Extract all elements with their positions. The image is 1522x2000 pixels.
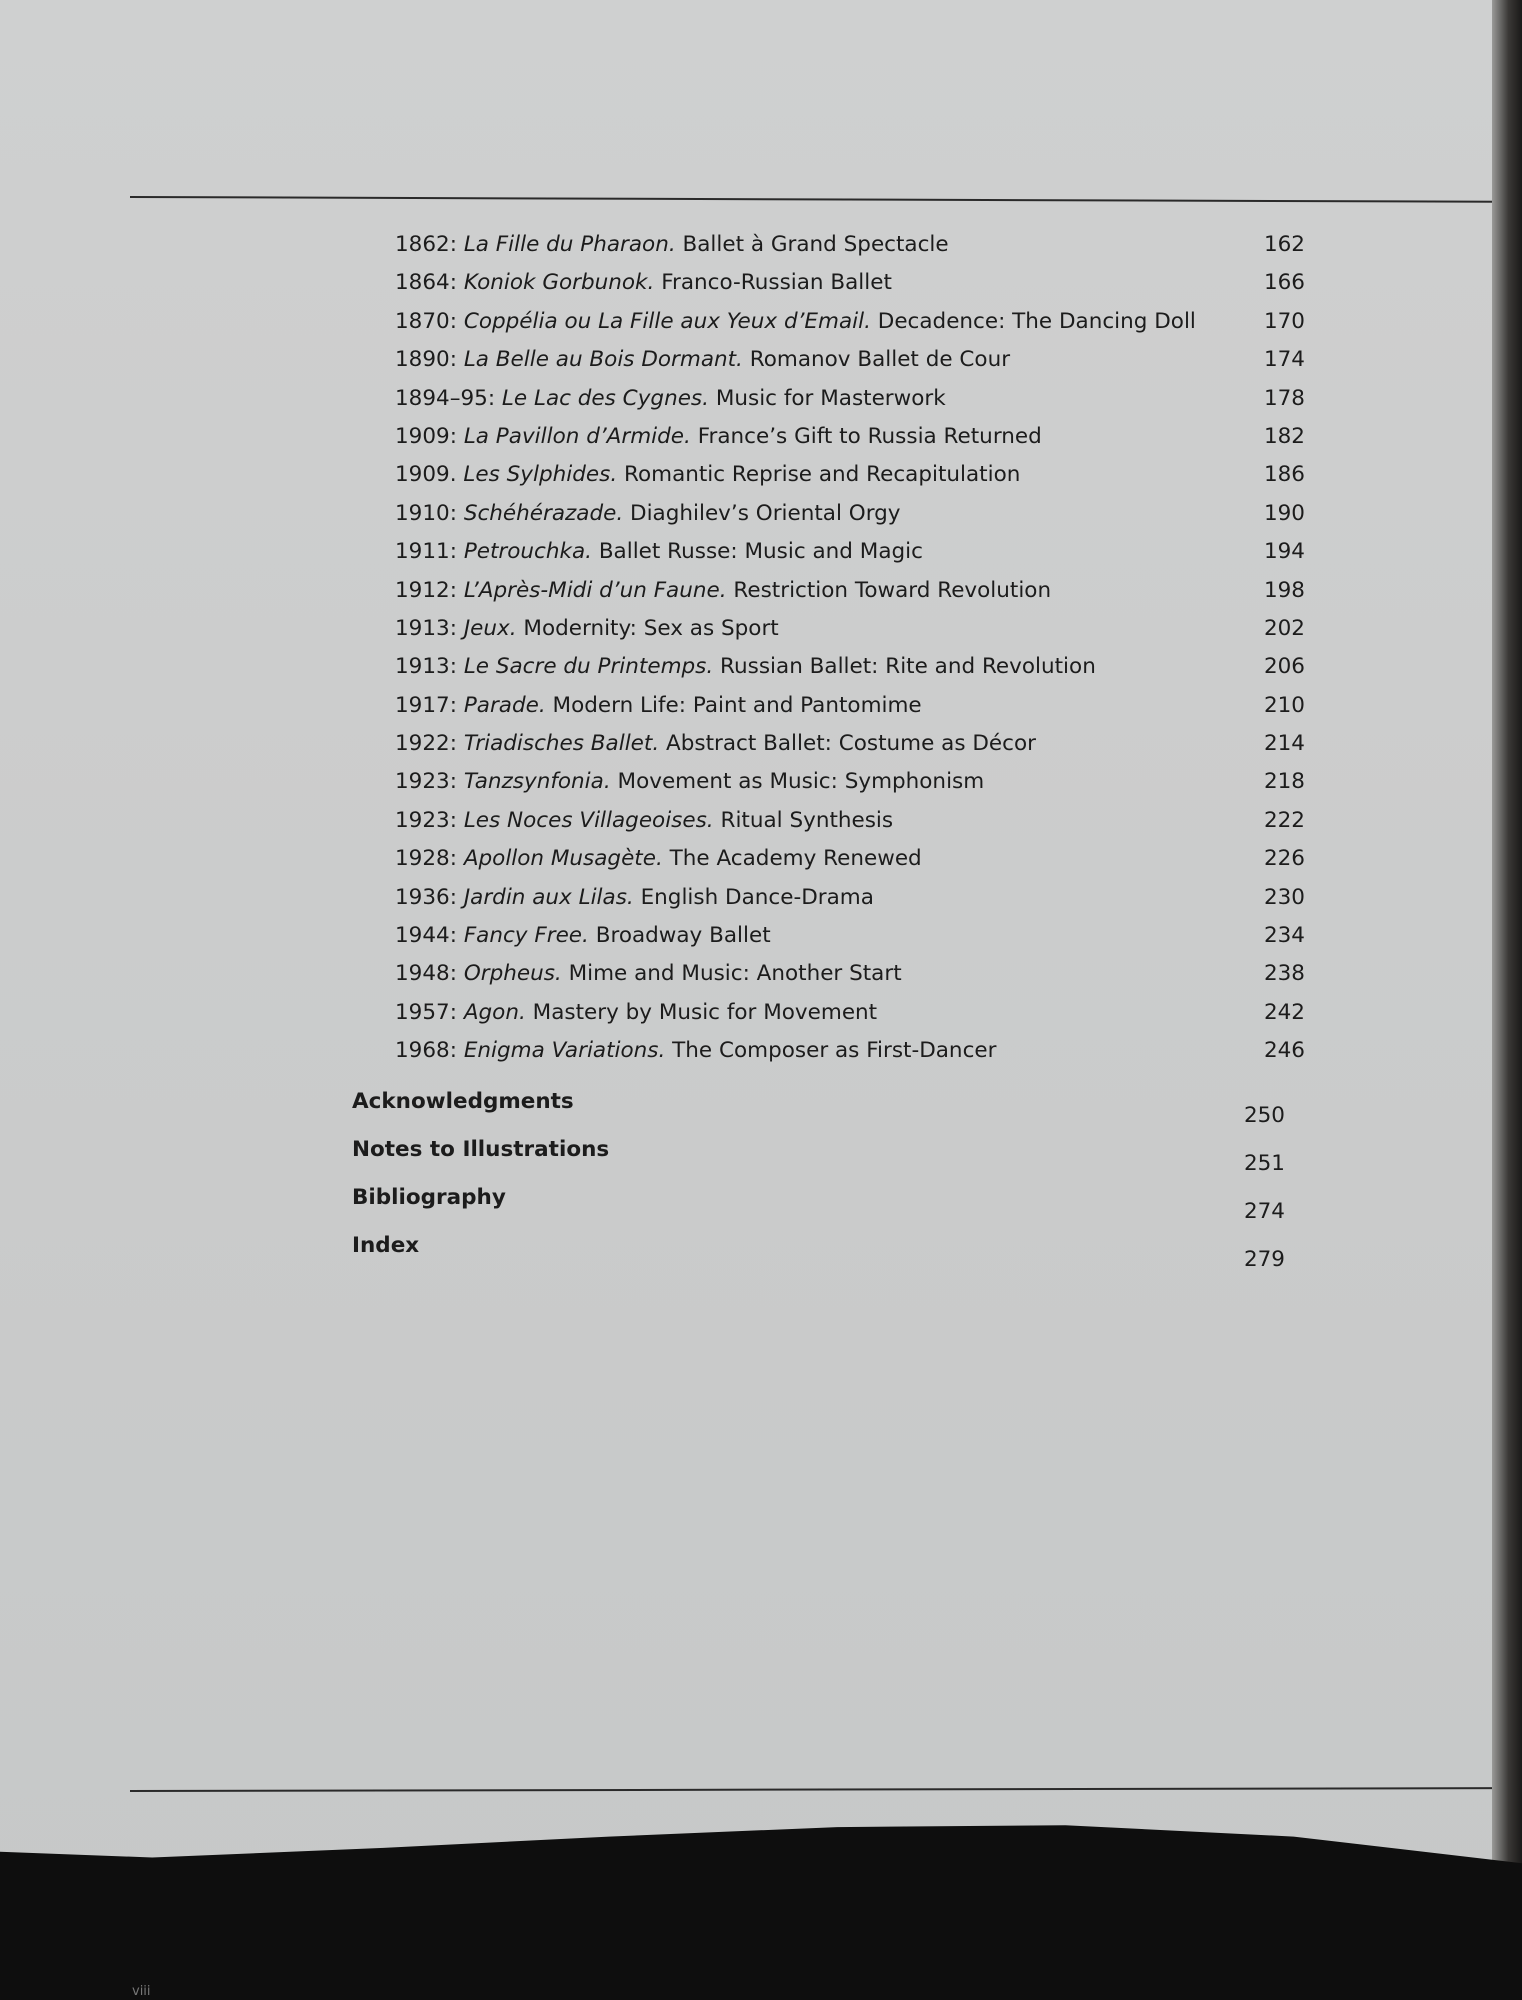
entry-title: Jeux. [463, 615, 517, 641]
entry-date: 1890: [395, 347, 457, 373]
entry-title: Orpheus. [463, 961, 562, 987]
page-folio: viii [132, 1984, 151, 1999]
entry-date: 1912: [395, 577, 457, 603]
entry-date: 1913: [395, 615, 457, 641]
toc-entry [395, 879, 1305, 917]
entry-date: 1957: [395, 999, 457, 1025]
entry-page: 226 [1263, 846, 1305, 872]
contents-list [395, 226, 1305, 1071]
entry-description: France’s Gift to Russia Returned [697, 423, 1042, 449]
entry-description: English Dance-Drama [640, 884, 874, 910]
toc-entry [395, 264, 1305, 302]
entry-page: 222 [1263, 807, 1305, 833]
entry-page: 238 [1263, 961, 1305, 987]
back-matter-item [352, 1226, 1305, 1274]
entry-description: Mime and Music: Another Start [568, 961, 902, 987]
entry-page: 246 [1263, 1038, 1305, 1064]
entry-date: 1862: [395, 232, 457, 257]
entry-date: 1911: [395, 539, 457, 565]
entry-description: Movement as Music: Symphonism [617, 769, 985, 795]
entry-page: 242 [1263, 999, 1305, 1025]
entry-description: Modernity: Sex as Sport [523, 615, 779, 641]
entry-description: Mastery by Music for Movement [532, 999, 878, 1025]
toc-entry [395, 994, 1305, 1032]
entry-title: Apollon Musagète. [463, 846, 663, 872]
entry-date: 1910: [395, 500, 457, 526]
entry-page: 218 [1263, 769, 1305, 795]
entry-date: 1913: [395, 654, 457, 680]
toc-entry [395, 303, 1305, 341]
entry-description: The Composer as First-Dancer [672, 1038, 997, 1064]
toc-entry [395, 456, 1305, 494]
entry-description: Ballet Russe: Music and Magic [598, 539, 923, 565]
entry-description: Ballet à Grand Spectacle [682, 232, 949, 257]
entry-page: 198 [1263, 577, 1305, 603]
entry-description: Music for Masterwork [715, 385, 946, 411]
entry-title: Tanzsynfonia. [463, 769, 611, 795]
entry-page: 230 [1263, 884, 1305, 910]
toc-entry [395, 380, 1305, 418]
entry-title: Parade. [463, 692, 546, 718]
entry-date: 1922: [395, 731, 457, 757]
toc-entry [395, 648, 1305, 686]
entry-page: 234 [1263, 923, 1305, 949]
toc-entry [395, 955, 1305, 993]
entry-page: 182 [1263, 423, 1305, 449]
entry-page: 202 [1263, 615, 1305, 641]
entry-description: Decadence: The Dancing Doll [877, 308, 1196, 334]
toc-entry [395, 418, 1305, 456]
entry-date: 1928: [395, 846, 457, 872]
entry-title: Enigma Variations. [463, 1038, 666, 1064]
back-matter-page: 279 [1243, 1247, 1285, 1272]
entry-page: 170 [1263, 308, 1305, 334]
toc-entry [395, 495, 1305, 533]
entry-date: 1936: [395, 884, 457, 910]
entry-date: 1864: [395, 270, 457, 296]
entry-title: Triadisches Ballet. [463, 731, 660, 757]
entry-date: 1948: [395, 961, 457, 987]
entry-description: Franco-Russian Ballet [661, 270, 892, 296]
toc-entry [395, 533, 1305, 571]
entry-date: 1909. [395, 462, 457, 488]
entry-page: 190 [1263, 500, 1305, 526]
entry-title: Fancy Free. [463, 923, 589, 949]
entry-date: 1894–95: [395, 385, 496, 411]
entry-page: 210 [1263, 692, 1305, 718]
entry-date: 1923: [395, 807, 457, 833]
toc-entry [395, 226, 1305, 264]
book-spine-shadow [1492, 0, 1522, 2000]
entry-page: 166 [1263, 270, 1305, 296]
entry-date: 1944: [395, 923, 457, 949]
back-matter-label: Notes to Illustrations [352, 1137, 610, 1162]
back-matter-item [352, 1178, 1305, 1226]
back-matter-item [352, 1130, 1305, 1178]
entry-date: 1968: [395, 1038, 457, 1064]
back-matter-page: 250 [1243, 1103, 1285, 1128]
back-matter-label: Bibliography [352, 1185, 506, 1210]
toc-entry [395, 840, 1305, 878]
entry-date: 1909: [395, 423, 457, 449]
entry-title: Koniok Gorbunok. [463, 270, 655, 296]
entry-page: 214 [1263, 731, 1305, 757]
back-matter-list [352, 1082, 1305, 1274]
toc-entry [395, 1032, 1305, 1070]
entry-description: Romantic Reprise and Recapitulation [624, 462, 1021, 488]
back-matter-page: 274 [1243, 1199, 1285, 1224]
toc-entry [395, 725, 1305, 763]
entry-description: Abstract Ballet: Costume as Décor [666, 731, 1036, 757]
toc-entry [395, 341, 1305, 379]
toc-entry [395, 572, 1305, 610]
entry-page: 186 [1263, 462, 1305, 488]
toc-entry [395, 802, 1305, 840]
entry-title: Le Lac des Cygnes. [501, 385, 709, 411]
entry-title: Petrouchka. [463, 539, 592, 565]
entry-title: La Pavillon d’Armide. [463, 423, 691, 449]
entry-title: L’Après-Midi d’un Faune. [463, 577, 727, 603]
entry-description: Russian Ballet: Rite and Revolution [720, 654, 1096, 680]
entry-page: 162 [1263, 232, 1305, 257]
toc-entry [395, 917, 1305, 955]
entry-description: Ritual Synthesis [720, 807, 894, 833]
entry-title: Agon. [463, 999, 526, 1025]
entry-description: The Academy Renewed [669, 846, 922, 872]
entry-page: 178 [1263, 385, 1305, 411]
entry-title: Les Sylphides. [463, 462, 618, 488]
entry-title: Schéhérazade. [463, 500, 624, 526]
entry-date: 1923: [395, 769, 457, 795]
entry-description: Modern Life: Paint and Pantomime [552, 692, 922, 718]
entry-page: 174 [1263, 347, 1305, 373]
entry-date: 1917: [395, 692, 457, 718]
back-matter-page: 251 [1243, 1151, 1285, 1176]
entry-title: Jardin aux Lilas. [463, 884, 634, 910]
toc-entry [395, 687, 1305, 725]
entry-description: Broadway Ballet [595, 923, 771, 949]
entry-title: Les Noces Villageoises. [463, 807, 714, 833]
entry-description: Romanov Ballet de Cour [749, 347, 1011, 373]
back-matter-label: Acknowledgments [352, 1089, 574, 1114]
entry-page: 206 [1263, 654, 1305, 680]
bottom-rule [130, 1787, 1500, 1792]
entry-title: La Belle au Bois Dormant. [463, 347, 743, 373]
entry-title: Le Sacre du Printemps. [463, 654, 714, 680]
entry-date: 1870: [395, 308, 457, 334]
toc-entry [395, 763, 1305, 801]
entry-description: Restriction Toward Revolution [733, 577, 1052, 603]
entry-title: La Fille du Pharaon. [463, 232, 676, 257]
entry-page: 194 [1263, 539, 1305, 565]
back-matter-label: Index [352, 1233, 420, 1258]
entry-title: Coppélia ou La Fille aux Yeux d’Email. [463, 308, 871, 334]
top-rule [130, 196, 1500, 203]
toc-entry [395, 610, 1305, 648]
back-matter-item [352, 1082, 1305, 1130]
entry-description: Diaghilev’s Oriental Orgy [630, 500, 901, 526]
